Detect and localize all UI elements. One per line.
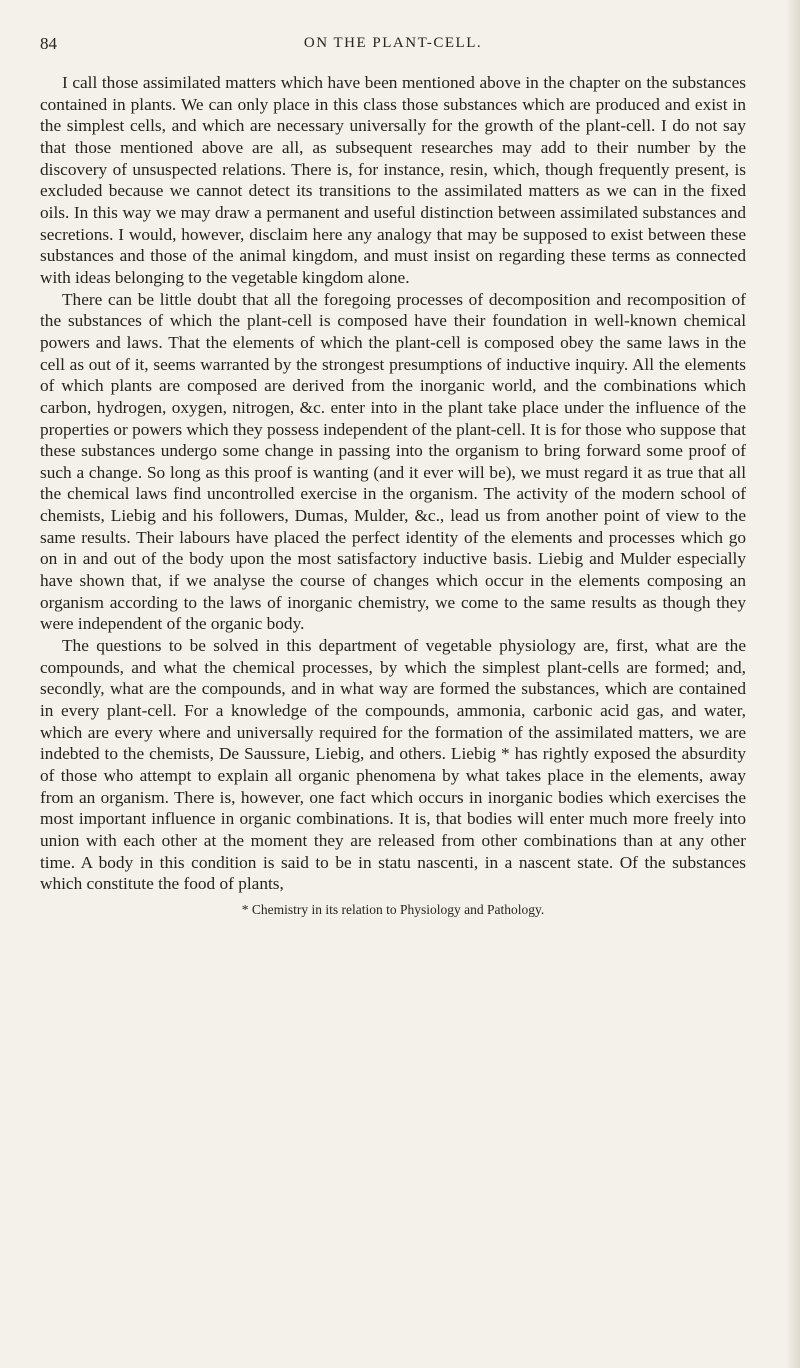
book-page: [40, 34, 746, 1354]
page-number: 84: [40, 34, 57, 53]
page-title: ON THE PLANT-CELL.: [303, 35, 483, 51]
footnote: * Chemistry in its relation to Physiology and Pathology.: [241, 901, 545, 917]
paragraph-assimilated-matters: I call those assimilated matters which have been mentioned above in the chapter on the substances contained in plants. We can only place in this class those substances which are produced and exist in the simplest cells, and which are necessary universally for the growth of the plant-cell. I do not say that those mentioned above are all, as subsequent researches may add to their number by the discovery of unsuspected relations. There is, for instance, resin, which, though frequently present, is excluded because we cannot detect its transitions to the assimilated matters as we can in the fixed oils. In this way we may draw a permanent and useful distinction between assimilated substances and secretions. I would, however, disclaim here any analogy that may be supposed to exist between these substances and those of the animal kingdom, and must insist on regarding these terms as connected with ideas belonging to the vegetable kingdom alone.: [40, 73, 746, 287]
body-text: [40, 72, 746, 895]
paragraph-chemical-laws: There can be little doubt that all the foregoing processes of decomposition and recomposition of the substances of which the plant-cell is composed have their foundation in well-known chemical powers and laws. That the elements of which the plant-cell is composed obey the same laws in the cell as out of it, seems warranted by the strongest presumptions of inductive inquiry. All the elements of which plants are composed are derived from the inorganic world, and the combinations which carbon, hydrogen, oxygen, nitrogen, &c. enter into in the plant take place under the influence of the properties or powers which they possess independent of the plant-cell. It is for those who suppose that these substances undergo some change in passing into the organism to bring forward some proof of such a change. So long as this proof is wanting (and it ever will be), we must regard it as true that all the chemical laws find uncontrolled exercise in the organism. The activity of the modern school of chemists, Liebig and his followers, Dumas, Mulder, &c., lead us from another point of view to the same results. Their labours have placed the perfect identity of the elements and processes which go on in and out of the body upon the most satisfactory inductive basis. Liebig and Mulder especially have shown that, if we analyse the course of changes which occur in the elements composing an organism according to the laws of inorganic chemistry, we come to the same results as though they were independent of the organic body.: [40, 289, 746, 634]
paragraph-questions: The questions to be solved in this department of vegetable physiology are, first, what are the compounds, and what the chemical processes, by which the simplest plant-cells are formed; and, secondly, what are the compounds, and in what way are formed the substances, which are contained in every plant-cell. For a knowledge of the compounds, ammonia, carbonic acid gas, and water, which are every where and universally required for the formation of the assimilated matters, we are indebted to the chemists, De Saussure, Liebig, and others. Liebig * has rightly exposed the absurdity of those who attempt to explain all organic phenomena by what takes place in the elements, away from an organism. There is, however, one fact which occurs in inorganic bodies which exercises the most important influence in organic combinations. It is, that bodies will enter much more freely into union with each other at the moment they are released from other combinations than at any other time. A body in this condition is said to be in statu nascenti, in a nascent state. Of the substances which constitute the food of plants,: [40, 636, 746, 894]
running-head: [40, 34, 746, 58]
page-edge-shadow: [786, 0, 800, 1368]
